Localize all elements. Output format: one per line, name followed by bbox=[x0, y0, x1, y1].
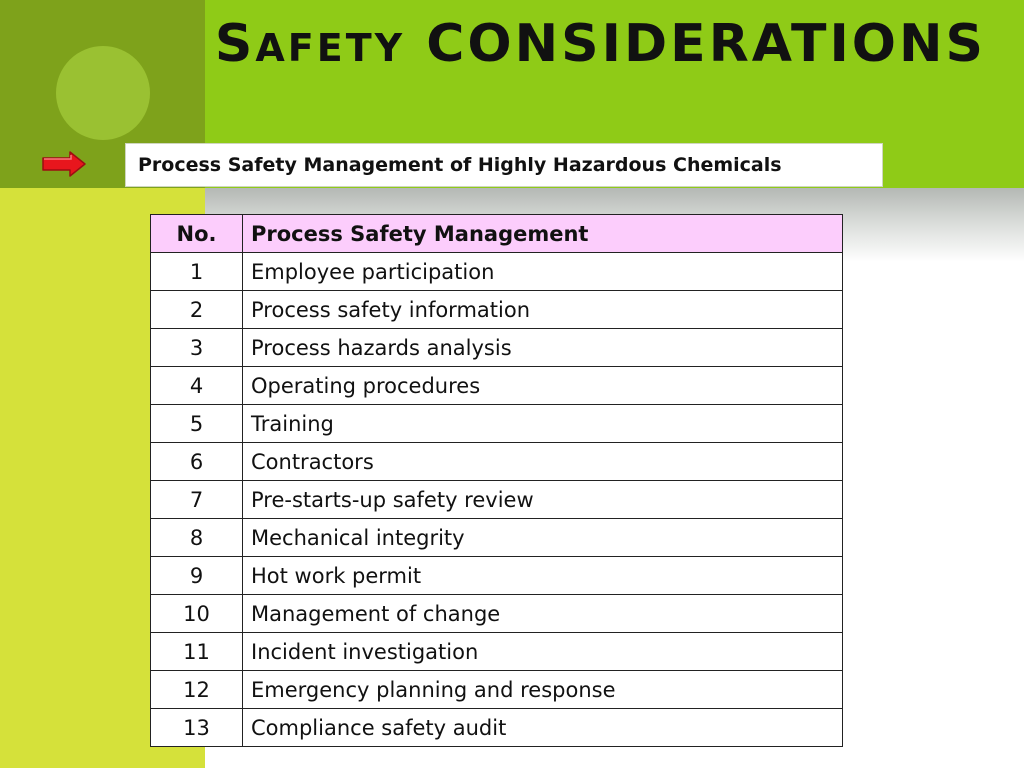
row-item: Contractors bbox=[243, 443, 843, 481]
row-number: 5 bbox=[151, 405, 243, 443]
table-row bbox=[151, 405, 843, 443]
table-row bbox=[151, 329, 843, 367]
row-number: 8 bbox=[151, 519, 243, 557]
row-item: Process hazards analysis bbox=[243, 329, 843, 367]
row-item: Compliance safety audit bbox=[243, 709, 843, 747]
row-item: Process safety information bbox=[243, 291, 843, 329]
header-no: No. bbox=[151, 215, 243, 253]
row-item: Management of change bbox=[243, 595, 843, 633]
row-number: 6 bbox=[151, 443, 243, 481]
row-item: Pre-starts-up safety review bbox=[243, 481, 843, 519]
row-item: Emergency planning and response bbox=[243, 671, 843, 709]
row-item: Incident investigation bbox=[243, 633, 843, 671]
table-row bbox=[151, 671, 843, 709]
header-psm: Process Safety Management bbox=[243, 215, 843, 253]
table-row bbox=[151, 443, 843, 481]
row-number: 10 bbox=[151, 595, 243, 633]
row-item: Operating procedures bbox=[243, 367, 843, 405]
psm-table bbox=[150, 214, 843, 747]
subtitle-text: Process Safety Management of Highly Hazardous Chemicals bbox=[138, 154, 782, 176]
slide-title-text: SAFETY CONSIDERATIONS bbox=[214, 14, 986, 74]
right-arrow-icon bbox=[40, 149, 88, 179]
row-item: Hot work permit bbox=[243, 557, 843, 595]
table-row bbox=[151, 557, 843, 595]
row-number: 11 bbox=[151, 633, 243, 671]
table-header-row bbox=[151, 215, 843, 253]
decorative-circle bbox=[56, 46, 150, 140]
table-row bbox=[151, 595, 843, 633]
row-number: 7 bbox=[151, 481, 243, 519]
subtitle-box bbox=[125, 143, 883, 187]
table-row bbox=[151, 291, 843, 329]
row-item: Training bbox=[243, 405, 843, 443]
table-row bbox=[151, 481, 843, 519]
row-number: 3 bbox=[151, 329, 243, 367]
row-number: 2 bbox=[151, 291, 243, 329]
row-number: 9 bbox=[151, 557, 243, 595]
table-body bbox=[151, 253, 843, 747]
table-row bbox=[151, 253, 843, 291]
table-row bbox=[151, 367, 843, 405]
table-row bbox=[151, 633, 843, 671]
table-row bbox=[151, 709, 843, 747]
row-number: 12 bbox=[151, 671, 243, 709]
row-item: Mechanical integrity bbox=[243, 519, 843, 557]
row-item: Employee participation bbox=[243, 253, 843, 291]
slide-title bbox=[215, 14, 986, 74]
row-number: 13 bbox=[151, 709, 243, 747]
row-number: 4 bbox=[151, 367, 243, 405]
table-row bbox=[151, 519, 843, 557]
row-number: 1 bbox=[151, 253, 243, 291]
